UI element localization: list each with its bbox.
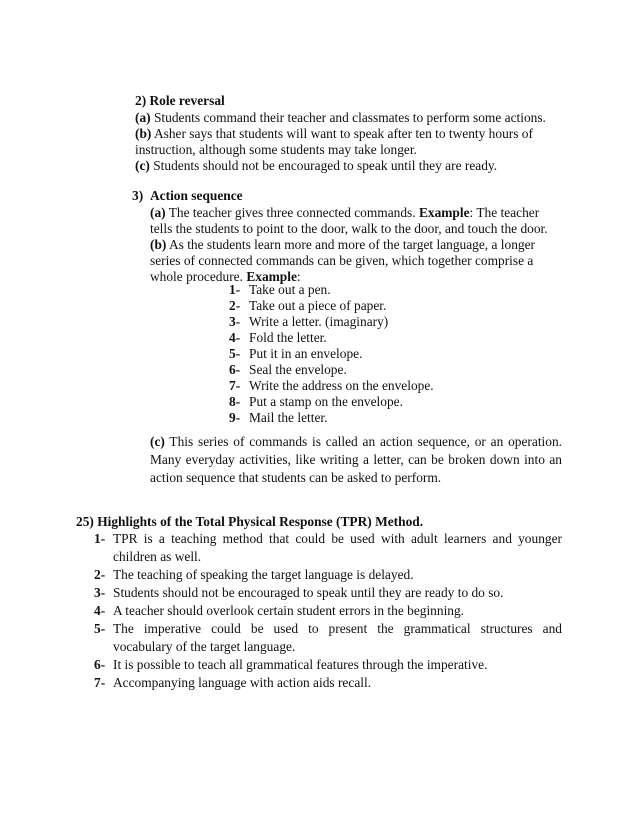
action-sequence-item-c-line2: Many everyday activities, like writing a letter, can be broken down into an bbox=[150, 452, 562, 467]
step-text: Take out a piece of paper. bbox=[249, 298, 387, 313]
highlight-text: Students should not be encouraged to speak until they are ready to do so. bbox=[113, 585, 504, 600]
step-number: 7- bbox=[229, 378, 241, 393]
step-text: Take out a pen. bbox=[249, 282, 331, 297]
step-text: Mail the letter. bbox=[249, 410, 328, 425]
step-text: Write the address on the envelope. bbox=[249, 378, 434, 393]
highlight-number: 7- bbox=[94, 675, 106, 690]
highlight-number: 3- bbox=[94, 585, 106, 600]
highlight-text: Accompanying language with action aids recall. bbox=[113, 675, 372, 690]
action-sequence-number: 3) bbox=[132, 188, 144, 203]
step-number: 9- bbox=[229, 410, 241, 425]
action-sequence-item-a-cont: tells the students to point to the door, walk to the door, and touch the door. bbox=[150, 221, 548, 236]
step-text: Write a letter. (imaginary) bbox=[249, 314, 389, 329]
role-reversal-item-b: (b) Asher says that students will want to speak after ten to twenty hours of bbox=[135, 126, 533, 141]
highlight-number: 6- bbox=[94, 657, 106, 672]
highlight-number: 1- bbox=[94, 531, 106, 546]
action-sequence-item-b: (b) As the students learn more and more of the target language, a longer bbox=[150, 237, 535, 252]
action-sequence-heading: Action sequence bbox=[150, 188, 243, 203]
action-sequence-item-a: (a) The teacher gives three connected commands. Example: The teacher bbox=[150, 205, 540, 220]
highlight-text-cont: vocabulary of the target language. bbox=[113, 639, 296, 654]
action-sequence-item-c-line1: (c) This series of commands is called an action sequence, or an operation. bbox=[150, 434, 562, 449]
highlight-number: 2- bbox=[94, 567, 106, 582]
step-number: 3- bbox=[229, 314, 241, 329]
highlight-text-cont: children as well. bbox=[113, 549, 202, 564]
highlight-text: A teacher should overlook certain student errors in the beginning. bbox=[113, 603, 465, 618]
role-reversal-item-c: (c) Students should not be encouraged to speak until they are ready. bbox=[135, 158, 498, 173]
step-number: 5- bbox=[229, 346, 241, 361]
step-number: 1- bbox=[229, 282, 241, 297]
step-text: Put a stamp on the envelope. bbox=[249, 394, 403, 409]
step-number: 4- bbox=[229, 330, 241, 345]
role-reversal-item-a: (a) Students command their teacher and classmates to perform some actions. bbox=[135, 110, 546, 125]
highlight-number: 4- bbox=[94, 603, 106, 618]
step-number: 2- bbox=[229, 298, 241, 313]
step-number: 8- bbox=[229, 394, 241, 409]
highlight-number: 5- bbox=[94, 621, 106, 636]
role-reversal-heading: 2) Role reversal bbox=[135, 93, 225, 108]
step-number: 6- bbox=[229, 362, 241, 377]
step-text: Fold the letter. bbox=[249, 330, 327, 345]
role-reversal-item-b-cont: instruction, although some students may take longer. bbox=[135, 142, 417, 157]
highlight-text: It is possible to teach all grammatical features through the imperative. bbox=[113, 657, 488, 672]
highlight-text: The teaching of speaking the target language is delayed. bbox=[113, 567, 414, 582]
highlight-text: The imperative could be used to present the grammatical structures and bbox=[113, 621, 562, 636]
step-text: Put it in an envelope. bbox=[249, 346, 363, 361]
action-sequence-item-b-cont2: whole procedure. Example: bbox=[150, 269, 301, 284]
highlights-heading: 25) Highlights of the Total Physical Response (TPR) Method. bbox=[76, 514, 424, 529]
step-text: Seal the envelope. bbox=[249, 362, 347, 377]
action-sequence-item-b-cont: series of connected commands can be given, which together comprise a bbox=[150, 253, 534, 268]
action-sequence-item-c-line3: action sequence that students can be asked to perform. bbox=[150, 470, 442, 485]
highlight-text: TPR is a teaching method that could be used with adult learners and younger bbox=[113, 531, 562, 546]
